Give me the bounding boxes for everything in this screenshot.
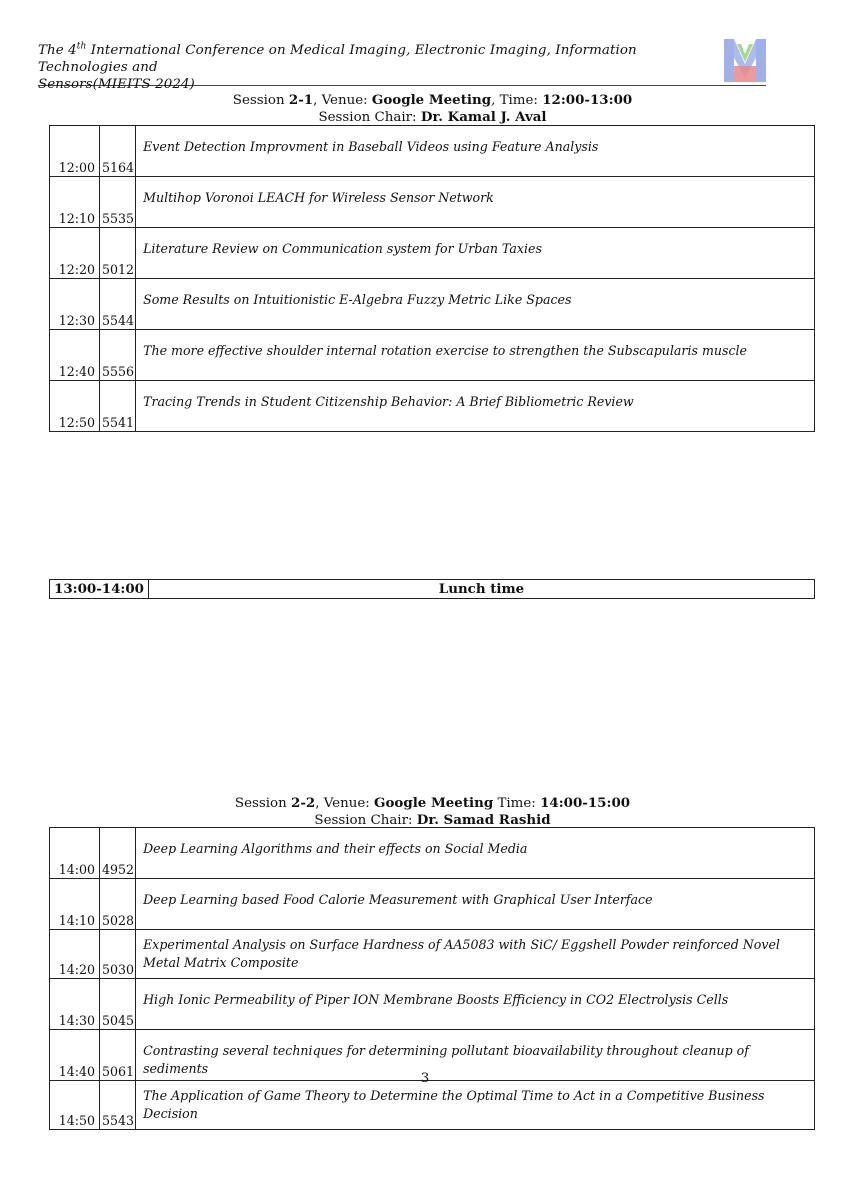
session-label: Session bbox=[232, 93, 285, 108]
time-label: , Time: bbox=[491, 93, 538, 108]
session-label: Session bbox=[234, 796, 287, 811]
table-row bbox=[50, 330, 815, 381]
talk-time: 14:30 bbox=[50, 979, 100, 1030]
chair-name: Dr. Kamal J. Aval bbox=[420, 109, 547, 125]
talk-time: 12:00 bbox=[50, 126, 100, 177]
paper-title: Tracing Trends in Student Citizenship Behavior: A Brief Bibliometric Review bbox=[136, 381, 815, 432]
paper-title: Contrasting several techniques for determining pollutant bioavailability throughout cleanup of sediments bbox=[136, 1030, 815, 1081]
paper-id: 5045 bbox=[100, 979, 136, 1030]
table-row bbox=[50, 1081, 815, 1130]
session-number: 2-1 bbox=[288, 92, 314, 108]
paper-id: 4952 bbox=[100, 828, 136, 879]
title-prefix: The 4 bbox=[38, 43, 77, 58]
chair-label: Session Chair: bbox=[318, 110, 417, 125]
talk-time: 14:00 bbox=[50, 828, 100, 879]
table-row bbox=[50, 228, 815, 279]
paper-title: Event Detection Improvment in Baseball Videos using Feature Analysis bbox=[136, 126, 815, 177]
page-number: 3 bbox=[420, 1071, 430, 1086]
paper-id: 5061 bbox=[100, 1030, 136, 1081]
paper-id: 5028 bbox=[100, 879, 136, 930]
paper-id: 5543 bbox=[100, 1081, 136, 1130]
talk-time: 14:20 bbox=[50, 930, 100, 979]
paper-title: Some Results on Intuitionistic E-Algebra Fuzzy Metric Like Spaces bbox=[136, 279, 815, 330]
lunch-time: 13:00-14:00 bbox=[50, 580, 149, 599]
talk-time: 12:30 bbox=[50, 279, 100, 330]
talk-time: 14:50 bbox=[50, 1081, 100, 1130]
session-2-1-heading bbox=[50, 92, 815, 126]
venue-value: Google Meeting bbox=[371, 92, 492, 108]
table-row bbox=[50, 828, 815, 879]
table-row bbox=[50, 879, 815, 930]
table-row bbox=[50, 126, 815, 177]
talk-time: 12:20 bbox=[50, 228, 100, 279]
paper-title: Deep Learning based Food Calorie Measurement with Graphical User Interface bbox=[136, 879, 815, 930]
chair-label: Session Chair: bbox=[314, 813, 413, 828]
page-header bbox=[38, 38, 766, 92]
paper-title: Experimental Analysis on Surface Hardness of AA5083 with SiC/ Eggshell Powder reinforced Novel Metal Matrix Composite bbox=[136, 930, 815, 979]
title-line2: Sensors(MIEITS 2024) bbox=[38, 77, 195, 92]
talk-time: 12:40 bbox=[50, 330, 100, 381]
paper-id: 5541 bbox=[100, 381, 136, 432]
paper-title: Multihop Voronoi LEACH for Wireless Sensor Network bbox=[136, 177, 815, 228]
paper-title: High Ionic Permeability of Piper ION Membrane Boosts Efficiency in CO2 Electrolysis Cells bbox=[136, 979, 815, 1030]
paper-id: 5556 bbox=[100, 330, 136, 381]
session-number: 2-2 bbox=[291, 795, 316, 811]
table-row bbox=[50, 279, 815, 330]
time-value: 12:00-13:00 bbox=[542, 92, 633, 108]
venue-label: , Venue: bbox=[313, 93, 368, 108]
paper-title: The Application of Game Theory to Determine the Optimal Time to Act in a Competitive Business Decision bbox=[136, 1081, 815, 1130]
paper-title: The more effective shoulder internal rotation exercise to strengthen the Subscapularis muscle bbox=[136, 330, 815, 381]
time-label: Time: bbox=[497, 796, 536, 811]
paper-id: 5012 bbox=[100, 228, 136, 279]
time-value: 14:00-15:00 bbox=[540, 795, 631, 811]
lunch-label: Lunch time bbox=[149, 580, 815, 599]
title-superscript: th bbox=[76, 41, 87, 52]
title-line1-rest: International Conference on Medical Imaging, Electronic Imaging, Information Technologies and bbox=[38, 43, 637, 75]
lunch-table bbox=[49, 579, 815, 599]
paper-id: 5535 bbox=[100, 177, 136, 228]
venue-value: Google Meeting bbox=[374, 795, 494, 811]
table-row bbox=[50, 979, 815, 1030]
conference-title bbox=[38, 42, 713, 93]
paper-id: 5544 bbox=[100, 279, 136, 330]
talk-time: 14:10 bbox=[50, 879, 100, 930]
venue-label: , Venue: bbox=[315, 796, 370, 811]
paper-id: 5164 bbox=[100, 126, 136, 177]
session-2-2-heading bbox=[50, 795, 815, 829]
table-row bbox=[50, 381, 815, 432]
paper-id: 5030 bbox=[100, 930, 136, 979]
table-row bbox=[50, 930, 815, 979]
paper-title: Literature Review on Communication system for Urban Taxies bbox=[136, 228, 815, 279]
talk-time: 12:10 bbox=[50, 177, 100, 228]
paper-title: Deep Learning Algorithms and their effects on Social Media bbox=[136, 828, 815, 879]
lunch-row bbox=[50, 580, 815, 599]
talk-time: 12:50 bbox=[50, 381, 100, 432]
table-row bbox=[50, 177, 815, 228]
talk-time: 14:40 bbox=[50, 1030, 100, 1081]
conference-logo bbox=[723, 38, 767, 83]
chair-name: Dr. Samad Rashid bbox=[416, 812, 551, 828]
session-2-1-table bbox=[49, 125, 815, 432]
